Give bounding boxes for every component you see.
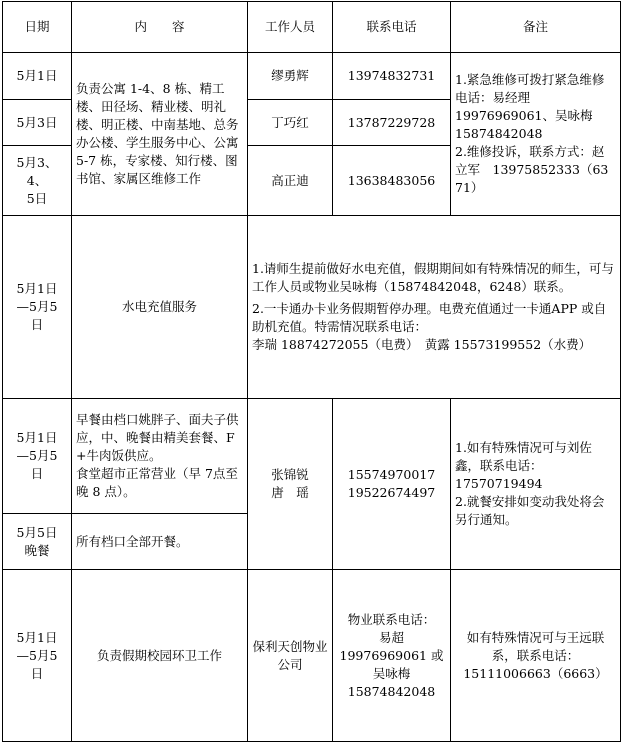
security-remarks: 如有特殊情况可与王远联系，联系电话： 15111006663（6663） [451,570,621,742]
repair-phone-1: 13974832731 [333,53,451,100]
utility-notice-2: 2.一卡通办卡业务假期暂停办理。电费充值通过一卡通APP 或自助机充值。特需情况联系电话： [252,301,607,334]
repair-staff-3: 高正迪 [248,146,333,216]
canteen-date-2: 5月5日 晚餐 [3,514,72,570]
utility-notice [248,216,621,399]
canteen-content-2: 所有档口全部开餐。 [72,514,248,570]
repair-date-1: 5月1日 [3,53,72,100]
utility-row [3,216,621,399]
header-row [3,2,621,53]
repair-staff-2: 丁巧红 [248,100,333,146]
canteen-content-1: 早餐由档口姚胖子、面夫子供应，中、晚餐由精美套餐、F+牛肉饭供应。 食堂超市正常营业（早 7点至晚 8 点）。 [72,399,248,514]
repair-date-2: 5月3日 [3,100,72,146]
header-date: 日期 [3,2,72,53]
repair-content: 负责公寓 1-4、8 栋、精工楼、田径场、精业楼、明礼楼、明正楼、中南基地、总务办公楼、学生服务中心、公寓 5-7 栋，专家楼、知行楼、图书馆、家属区维修工作 [72,53,248,216]
utility-notice-1: 1.请师生提前做好水电充值，假期期间如有特殊情况的师生，可与工作人员或物业吴咏梅（15874842048，6248）联系。 [252,261,614,294]
header-staff: 工作人员 [248,2,333,53]
repair-staff-1: 缪勇辉 [248,53,333,100]
repair-row-1 [3,53,621,100]
utility-service: 水电充值服务 [72,216,248,399]
utility-date: 5月1日 —5月5 日 [3,216,72,399]
canteen-remarks: 1.如有特殊情况可与刘佐鑫，联系电话： 17570719494 2.就餐安排如变动我处将会另行通知。 [451,399,621,570]
repair-phone-2: 13787229728 [333,100,451,146]
security-row [3,570,621,742]
security-content: 负责假期校园环卫工作 [72,570,248,742]
canteen-phones: 15574970017 19522674497 [333,399,451,570]
canteen-staff: 张锦锐 唐 瑶 [248,399,333,570]
canteen-row-1 [3,399,621,514]
header-remarks: 备注 [451,2,621,53]
canteen-date-1: 5月1日 —5月5 日 [3,399,72,514]
header-content: 内 容 [72,2,248,53]
security-staff: 保利天创物业公司 [248,570,333,742]
repair-phone-3: 13638483056 [333,146,451,216]
repair-remarks: 1.紧急维修可拨打紧急维修电话：易经理 19976969061、吴咏梅 15874842048 2.维修投诉，联系方式：赵立军 13975852333（6371） [451,53,621,216]
security-phones: 物业联系电话： 易超 19976969061 或 吴咏梅 15874842048 [333,570,451,742]
header-phone: 联系电话 [333,2,451,53]
repair-date-3: 5月3、4、 5日 [3,146,72,216]
holiday-service-table [2,1,621,742]
security-date: 5月1日 —5月5 日 [3,570,72,742]
utility-notice-3: 李瑞 18874272055（电费） 黄露 15573199552（水费） [252,337,592,352]
